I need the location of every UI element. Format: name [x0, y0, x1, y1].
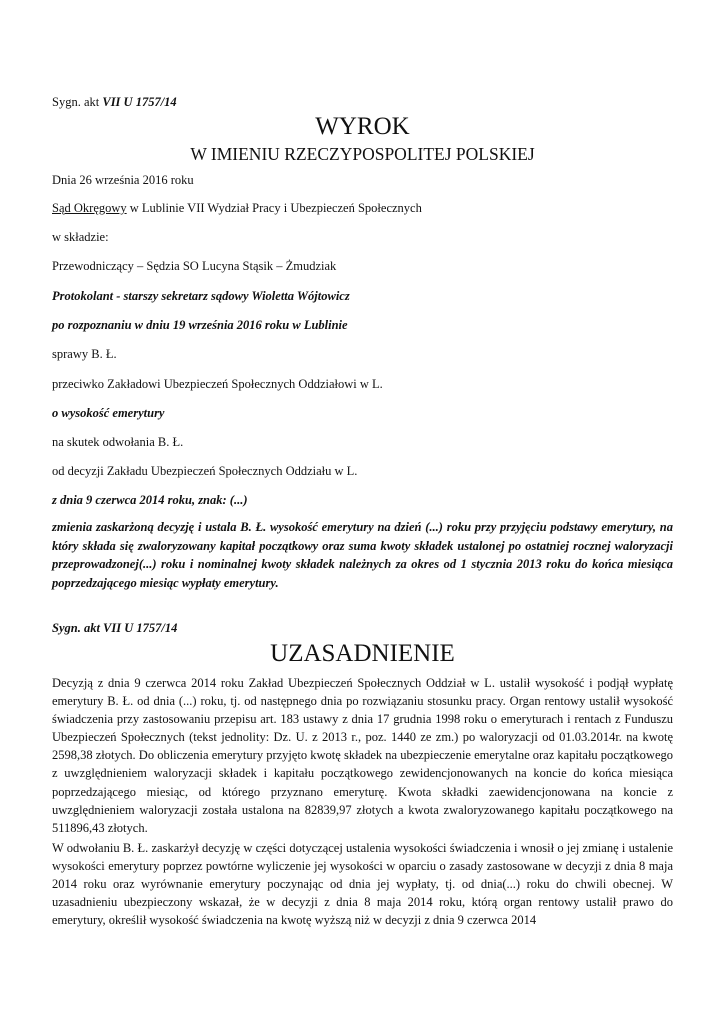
case-of: sprawy B. Ł. — [52, 347, 117, 361]
justification-paragraph-1: Decyzją z dnia 9 czerwca 2014 roku Zakład Ubezpieczeń Społecznych Oddział w L. ustalił wysokość i podjął wypłatę emerytury B. Ł. od dnia (...) roku, tj. od następnego dnia po rozwiązaniu stosunku pracy. Organ rentowy ustalił wysokość świadczenia przy zastosowaniu przepisu art. 183 ustawy z dnia 17 grudnia 1998 roku o emeryturach i rentach z Funduszu Ubezpieczeń Społecznych (tekst jednolity: Dz. U. z 2013 r., poz. 1440 ze zm.) po waloryzacji od 01.03.2014r. na kwotę 2598,38 złotych. Do obliczenia emerytury przyjęto kwotę składek na ubezpieczenie emerytalne oraz kapitału początkowego z uwzględnieniem waloryzacji składek i kapitału początkowego zewidencjonowanych na koncie do końca miesiąca poprzedzającego miesiąc, od którego przyznano emeryturę. Kwota składki zaewidencjonowana na koncie z uwzględnieniem waloryzacji została ustalona na 82839,97 złotych a kwota zwaloryzowanego kapitału początkowego na 511896,43 złotych. — [52, 676, 673, 835]
court-clerk: Protokolant - starszy sekretarz sądowy Wioletta Wójtowicz — [52, 289, 350, 303]
justification-title: UZASADNIENIE — [270, 640, 455, 667]
case-subject: o wysokość emerytury — [52, 406, 165, 420]
hearing-info: po rozpoznaniu w dniu 19 września 2016 roku w Lublinie — [52, 318, 348, 332]
case-number: VII U 1757/14 — [102, 95, 177, 109]
case-prefix: Sygn. akt — [52, 95, 103, 109]
decision-source: od decyzji Zakładu Ubezpieczeń Społecznych Oddziału w L. — [52, 464, 358, 478]
case-number-header — [52, 94, 177, 110]
appeal-info: na skutek odwołania B. Ł. — [52, 435, 184, 449]
decision-date: z dnia 9 czerwca 2014 roku, znak: (...) — [52, 493, 248, 507]
presiding-judge: Przewodniczący – Sędzia SO Lucyna Stąsik – Żmudziak — [52, 259, 337, 273]
court-rest: w Lublinie VII Wydział Pracy i Ubezpieczeń Społecznych — [126, 201, 422, 215]
verdict-decision: zmienia zaskarżoną decyzję i ustala B. Ł. wysokość emerytury na dzień (...) roku przy przyjęciu podstawy emerytury, na który składa się zwaloryzowany kapitał początkowy oraz suma kwoty składek ustalonej po ostatniej rocznej waloryzacji przeprowadzonej(...) roku i nominalnej kwoty składek należnych za okres od 1 stycznia 2013 roku do końca miesiąca poprzedzającego miesiąc wypłaty emerytury. — [52, 520, 673, 590]
composition-label: w składzie: — [52, 230, 109, 244]
against-party: przeciwko Zakładowi Ubezpieczeń Społecznych Oddziałowi w L. — [52, 377, 383, 391]
verdict-title: WYROK — [315, 113, 410, 140]
verdict-subtitle: W IMIENIU RZECZYPOSPOLITEJ POLSKIEJ — [190, 144, 535, 164]
court-line — [52, 200, 422, 216]
case-number-repeat: Sygn. akt VII U 1757/14 — [52, 621, 178, 635]
justification-paragraph-2: W odwołaniu B. Ł. zaskarżył decyzję w części dotyczącej ustalenia wysokości świadczenia i wnosił o jej zmianę i ustalenie wysokości emerytury poprzez powtórne wyliczenie jej wysokości w oparciu o zasady zastosowane w decyzji z dnia 8 maja 2014 roku oraz wyrównanie emerytury poczynając od dnia jej wypłaty, tj. od dnia(...) roku do chwili obecnej. W uzasadnieniu ubezpieczony wskazał, że w decyzji z dnia 8 maja 2014 roku, którą organ rentowy ustalił prawo do emerytury, określił wysokość świadczenia na kwotę wyższą niż w decyzji z dnia 9 czerwca 2014 — [52, 841, 673, 928]
date-line: Dnia 26 września 2016 roku — [52, 173, 194, 187]
court-name: Sąd Okręgowy — [52, 201, 127, 215]
